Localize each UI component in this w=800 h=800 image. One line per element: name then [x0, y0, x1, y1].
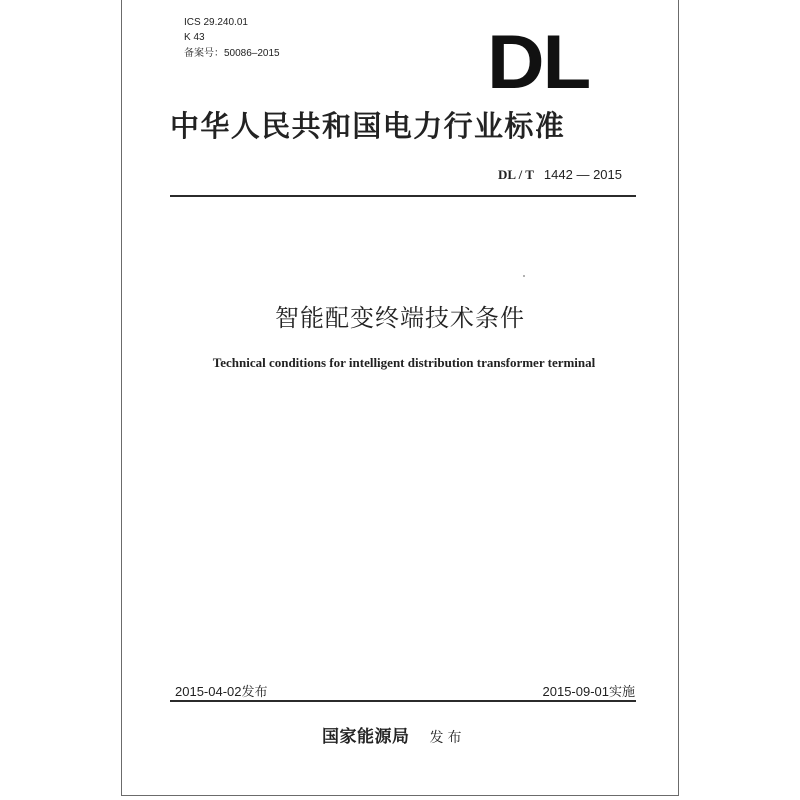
implementation-date: 2015-09-01实施 [542, 684, 635, 699]
classification-code: K 43 [184, 32, 205, 43]
header-divider [170, 195, 636, 197]
publish-date: 2015-04-02发布 [175, 684, 268, 699]
chinese-title: 智能配变终端技术条件 [275, 304, 525, 332]
standard-code: DL / T [498, 167, 534, 182]
issuer [322, 722, 466, 747]
record-number: 备案号：50086–2015 [184, 48, 280, 59]
issuer-name: 国家能源局 [322, 727, 410, 747]
issuer-action: 发布 [429, 730, 466, 746]
english-title: Technical conditions for intelligent distribution transformer terminal [212, 355, 596, 370]
standard-number-value: 1442 — 2015 [543, 167, 622, 182]
dl-logo: DL [487, 20, 590, 105]
footer-divider [170, 700, 636, 702]
print-speck [523, 275, 525, 277]
ics-code: ICS 29.240.01 [184, 17, 248, 28]
standard-number [498, 167, 622, 183]
industry-standard-title: 中华人民共和国电力行业标准 [170, 109, 566, 143]
